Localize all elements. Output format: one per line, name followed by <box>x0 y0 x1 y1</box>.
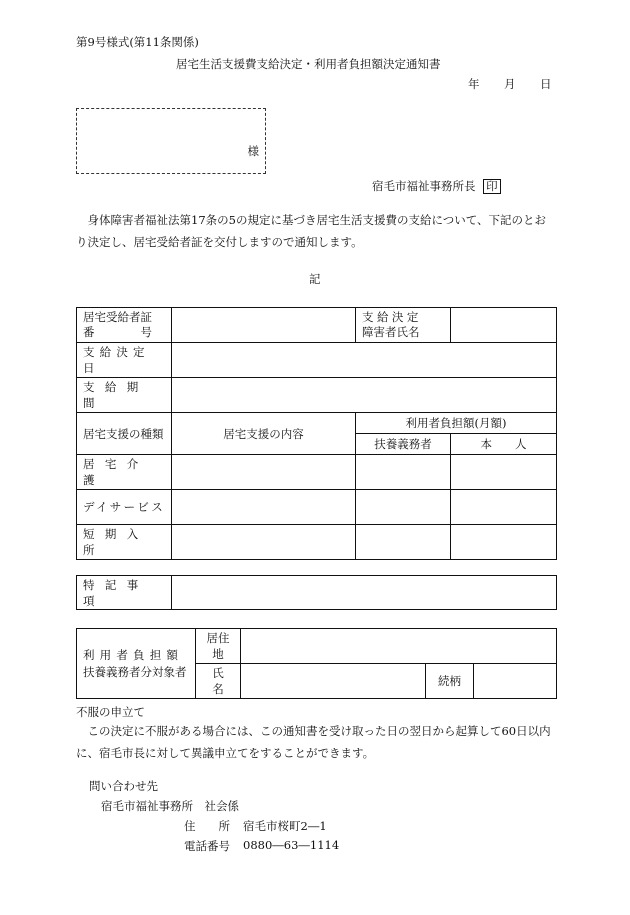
address-field[interactable] <box>241 629 557 664</box>
name-label: 氏 名 <box>196 664 241 699</box>
row-short-stay: 短期入所 <box>77 525 172 560</box>
contact-phone: 0880―63―1114 <box>243 838 340 852</box>
contact-office: 宿毛市福祉事務所 社会係 <box>101 799 239 813</box>
self-header: 本 人 <box>451 434 557 455</box>
contact-title: 問い合わせ先 <box>89 779 158 793</box>
content-field-1[interactable] <box>172 455 356 490</box>
contact-address: 宿毛市桜町2―1 <box>243 819 327 833</box>
date-month: 月 <box>504 77 516 91</box>
row-kyotaku-kaigo: 居宅介護 <box>77 455 172 490</box>
row-day-service: デイサービス <box>77 490 172 525</box>
seal-mark: 印 <box>483 179 501 194</box>
self-field-1[interactable] <box>451 455 557 490</box>
self-field-3[interactable] <box>451 525 557 560</box>
self-field-2[interactable] <box>451 490 557 525</box>
body-paragraph: 身体障害者福祉法第17条の5の規定に基づき居宅生活支援費の支給について、下記のとおり決定し、居宅受給者証を交付しますので通知します。 <box>76 213 546 249</box>
period-field[interactable] <box>172 378 557 413</box>
special-label: 特記事項 <box>77 576 172 610</box>
special-field[interactable] <box>172 576 557 610</box>
supporter-header: 扶養義務者 <box>356 434 451 455</box>
decision-date-label: 支給決定日 <box>77 343 172 378</box>
decision-person-label: 支給決定 障害者氏名 <box>356 308 451 343</box>
special-table <box>76 575 557 610</box>
main-table <box>76 307 557 560</box>
objection-text: この決定に不服がある場合には、この通知書を受け取った日の翌日から起算して60日以内に、宿毛市長に対して異議申立てをすることができます。 <box>76 724 551 760</box>
burden-target-table <box>76 628 557 699</box>
objection-title: 不服の申立て <box>76 705 145 719</box>
burden-target-label: 利用者負担額 扶養義務者分対象者 <box>77 629 196 699</box>
sender-line <box>372 178 501 194</box>
content-field-2[interactable] <box>172 490 356 525</box>
decision-date-field[interactable] <box>172 343 557 378</box>
burden-header: 利用者負担額(月額) <box>356 413 557 434</box>
supporter-field-3[interactable] <box>356 525 451 560</box>
date-year: 年 <box>468 77 480 91</box>
content-field-3[interactable] <box>172 525 356 560</box>
contact-phone-label: 電話番号 <box>184 839 230 853</box>
ki-heading: 記 <box>309 272 321 286</box>
date-day: 日 <box>540 77 552 91</box>
addressee-box[interactable] <box>76 108 266 174</box>
kind-header: 居宅支援の種類 <box>77 413 172 455</box>
supporter-field-1[interactable] <box>356 455 451 490</box>
cert-no-field[interactable] <box>172 308 356 343</box>
document-title: 居宅生活支援費支給決定・利用者負担額決定通知書 <box>176 57 441 71</box>
supporter-field-2[interactable] <box>356 490 451 525</box>
period-label: 支給期間 <box>77 378 172 413</box>
form-number: 第9号様式(第11条関係) <box>76 35 199 49</box>
address-label: 居住地 <box>196 629 241 664</box>
name-field[interactable] <box>241 664 426 699</box>
relation-label: 続柄 <box>426 664 474 699</box>
content-header: 居宅支援の内容 <box>172 413 356 455</box>
addressee-suffix: 様 <box>247 144 259 158</box>
decision-person-field[interactable] <box>451 308 557 343</box>
cert-no-label: 居宅受給者証 番 号 <box>77 308 172 343</box>
contact-address-label: 住 所 <box>184 819 230 833</box>
sender-name: 宿毛市福祉事務所長 <box>372 179 476 193</box>
relation-field[interactable] <box>474 664 557 699</box>
